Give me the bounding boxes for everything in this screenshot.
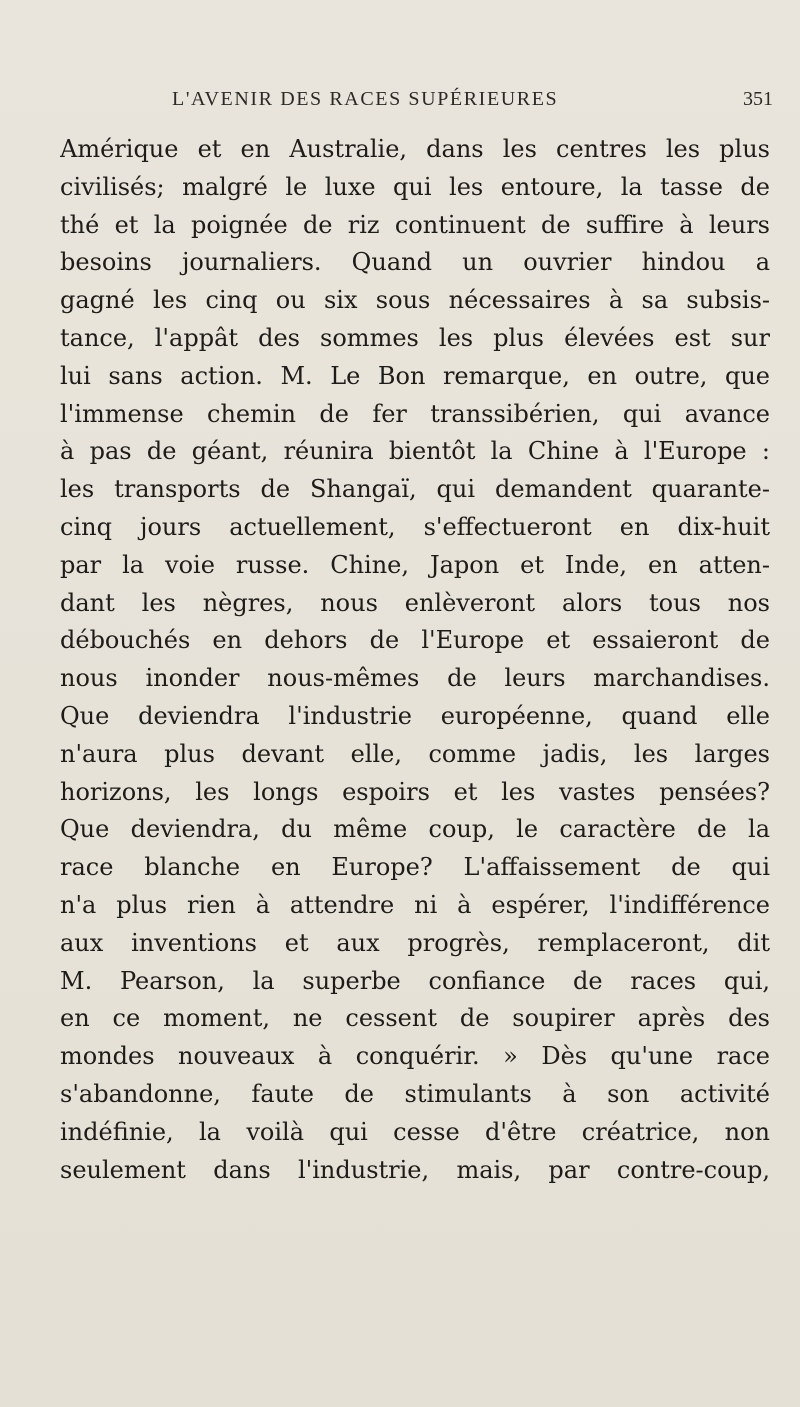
text-line: cinq jours actuellement, s'effectueront en dix-huit	[60, 512, 770, 541]
text-line: dant les nègres, nous enlèveront alors tous nos	[60, 588, 770, 617]
text-line: à pas de géant, réunira bientôt la Chine à l'Europe :	[60, 437, 770, 466]
text-line: gagné les cinq ou six sous nécessaires à sa subsis-	[60, 286, 770, 315]
text-line: Que deviendra, du même coup, le caractère de la	[60, 815, 770, 844]
body-text	[60, 131, 770, 1189]
text-line: n'a plus rien à attendre ni à espérer, l'indifférence	[60, 890, 770, 919]
running-title: L'AVENIR DES RACES SUPÉRIEURES	[172, 88, 559, 110]
text-line: race blanche en Europe? L'affaissement de qui	[60, 853, 770, 882]
text-line: civilisés; malgré le luxe qui les entoure, la tasse de	[60, 172, 770, 201]
text-line: n'aura plus devant elle, comme jadis, les larges	[60, 739, 770, 768]
text-line: M. Pearson, la superbe confiance de races qui,	[60, 966, 770, 995]
text-line: l'immense chemin de fer transsibérien, qui avance	[60, 399, 770, 428]
text-line: seulement dans l'industrie, mais, par contre-coup,	[60, 1155, 770, 1184]
page-number: 351	[743, 88, 773, 110]
running-head	[60, 88, 775, 118]
text-line: aux inventions et aux progrès, remplaceront, dit	[60, 928, 770, 957]
text-line: s'abandonne, faute de stimulants à son activité	[60, 1079, 770, 1108]
text-line: Que deviendra l'industrie européenne, quand elle	[60, 701, 770, 730]
text-line: débouchés en dehors de l'Europe et essaieront de	[60, 626, 770, 655]
text-line: lui sans action. M. Le Bon remarque, en outre, que	[60, 361, 770, 390]
text-line: thé et la poignée de riz continuent de suffire à leurs	[60, 210, 770, 239]
text-line: indéfinie, la voilà qui cesse d'être créatrice, non	[60, 1117, 770, 1146]
text-line: par la voie russe. Chine, Japon et Inde, en atten-	[60, 550, 770, 579]
text-line: mondes nouveaux à conquérir. » Dès qu'une race	[60, 1042, 770, 1071]
text-line: nous inonder nous-mêmes de leurs marchandises.	[60, 664, 770, 693]
text-line: Amérique et en Australie, dans les centres les plus	[60, 135, 770, 163]
text-line: horizons, les longs espoirs et les vastes pensées?	[60, 777, 770, 806]
text-line: les transports de Shangaï, qui demandent quarante-	[60, 475, 770, 504]
text-line: besoins journaliers. Quand un ouvrier hindou a	[60, 248, 770, 277]
text-line: en ce moment, ne cessent de soupirer après des	[60, 1004, 770, 1033]
text-line: tance, l'appât des sommes les plus élevées est sur	[60, 323, 770, 352]
